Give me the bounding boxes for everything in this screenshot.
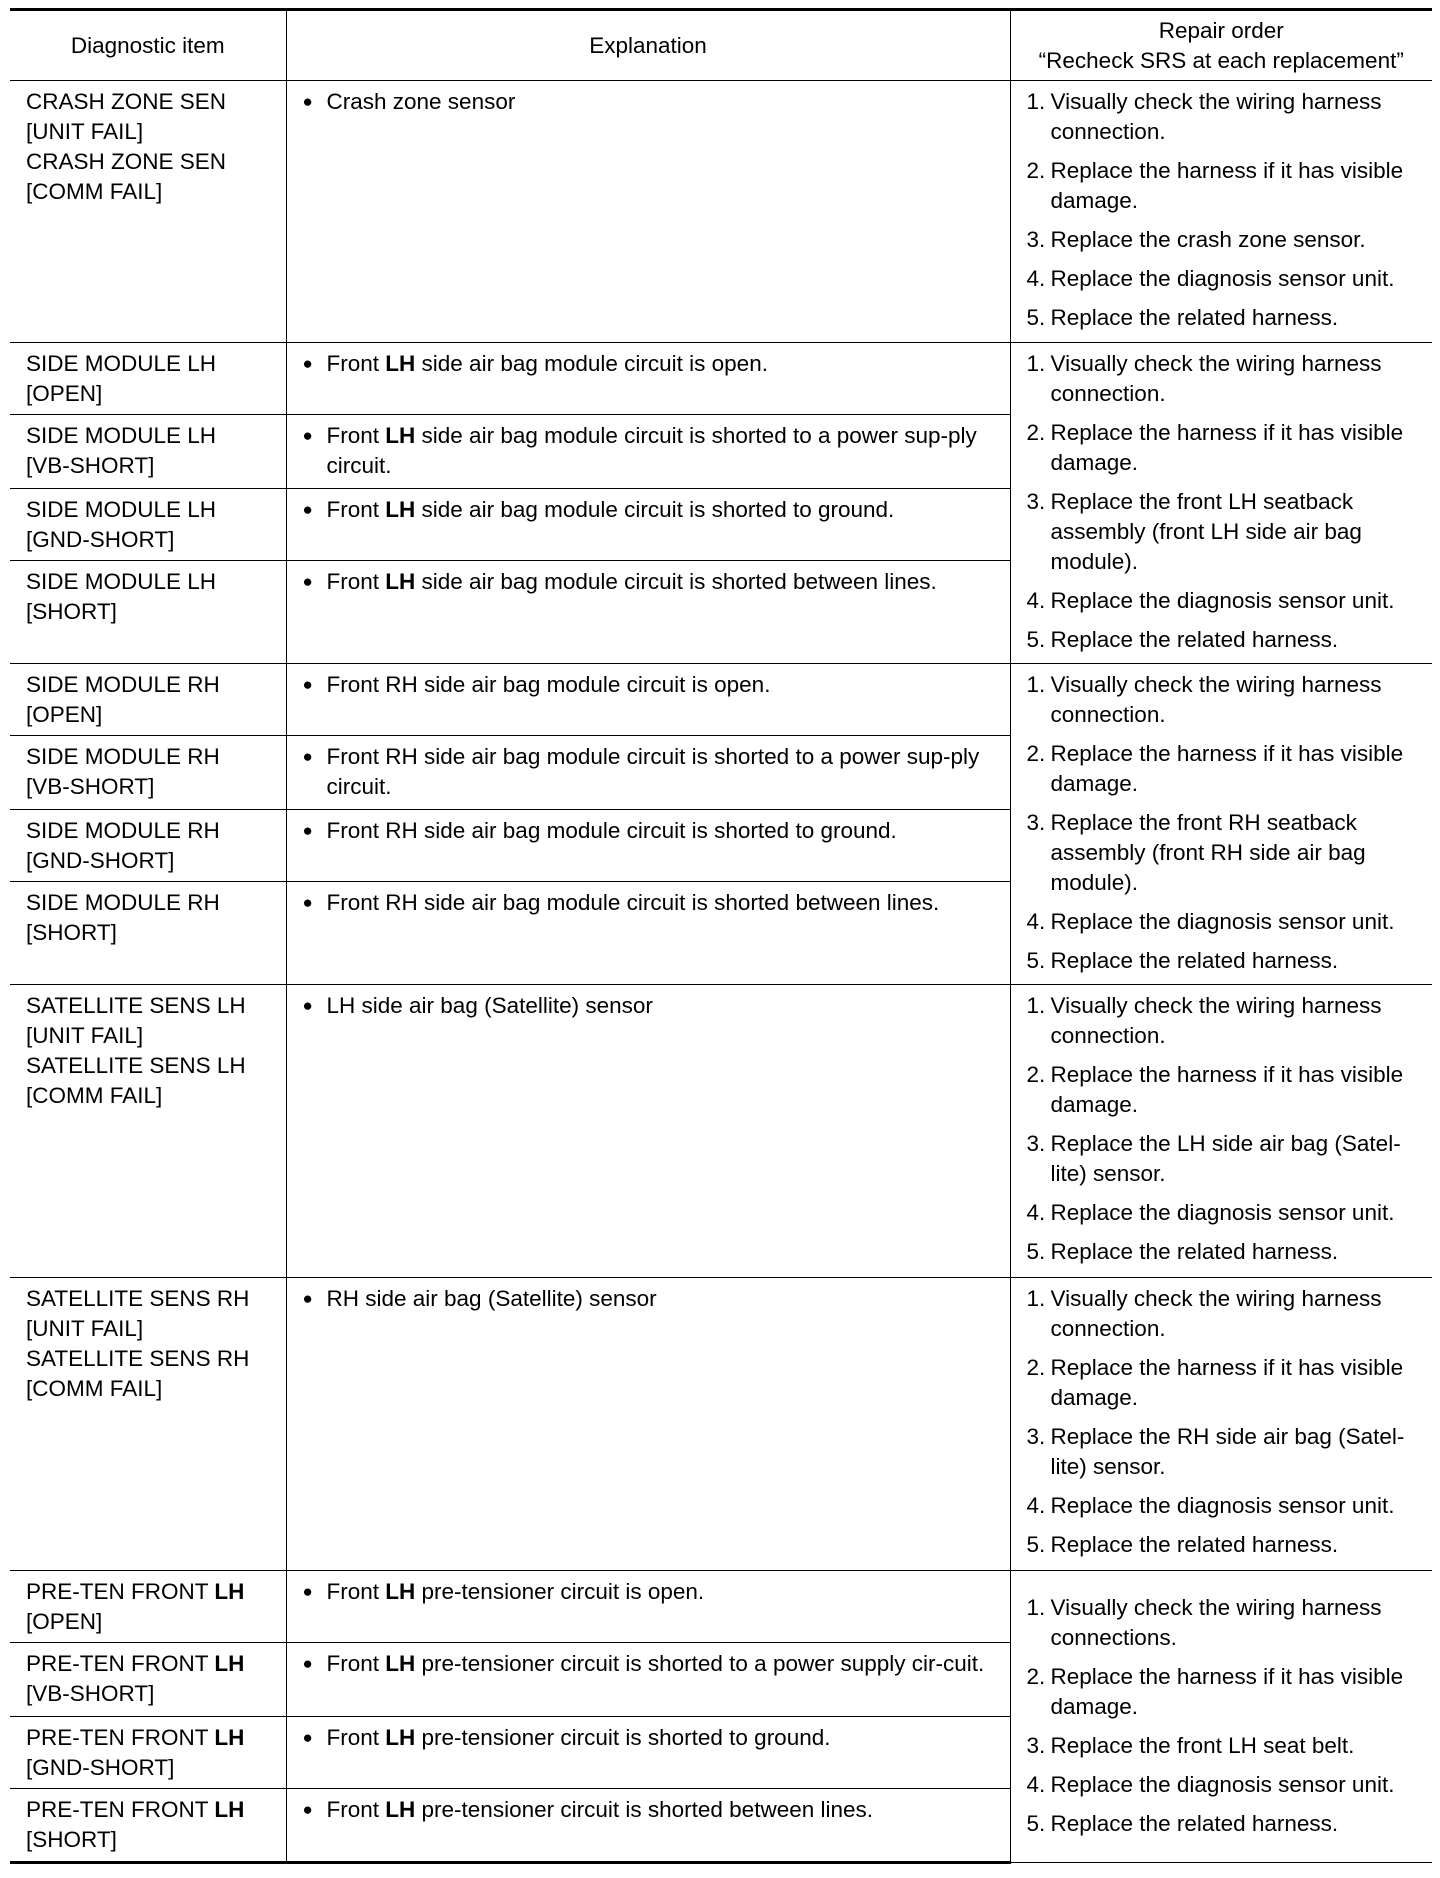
diagnostic-item-cell: SIDE MODULE LH [GND-SHORT] — [10, 489, 286, 561]
bullet-icon: ● — [302, 572, 313, 591]
repair-step: 4. Replace the diagnosis sensor unit. — [1026, 1200, 1395, 1225]
table-row — [10, 1278, 1432, 1571]
repair-step: 3. Replace the LH side air bag (Satel-lite) sensor. — [1026, 1131, 1401, 1186]
repair-order-cell — [1010, 343, 1432, 664]
bullet-icon: ● — [302, 426, 313, 445]
diagnostic-item-cell: PRE-TEN FRONT LH [SHORT] — [10, 1789, 286, 1863]
repair-step: 1. Visually check the wiring harness connection. — [1026, 89, 1382, 144]
repair-step: 5. Replace the related harness. — [1026, 1810, 1339, 1836]
bullet-icon: ● — [302, 821, 313, 840]
explanation-cell: ● RH side air bag (Satellite) sensor — [286, 1278, 1010, 1571]
bullet-icon: ● — [302, 747, 313, 766]
diagnostic-item-cell: PRE-TEN FRONT LH [VB-SHORT] — [10, 1643, 286, 1717]
bullet-icon: ● — [302, 1728, 313, 1747]
repair-step: 5. Replace the related harness. — [1026, 1239, 1339, 1264]
table-row — [10, 1571, 1432, 1643]
diagnostic-item-cell: SIDE MODULE LH [OPEN] — [10, 343, 286, 415]
repair-step: 2. Replace the harness if it has visible damage. — [1026, 420, 1404, 475]
diagnostic-item-cell: PRE-TEN FRONT LH [GND-SHORT] — [10, 1717, 286, 1789]
table-row — [10, 985, 1432, 1278]
repair-step: 2. Replace the harness if it has visible damage. — [1026, 158, 1404, 213]
repair-step: 1. Visually check the wiring harness connection. — [1026, 672, 1382, 727]
diagnostic-item-cell: SIDE MODULE RH [SHORT] — [10, 882, 286, 985]
diagnostic-item-cell: SIDE MODULE LH [SHORT] — [10, 561, 286, 664]
repair-step: 2. Replace the harness if it has visible damage. — [1026, 1355, 1404, 1410]
repair-step: 3. Replace the front RH seatback assembly (front RH side air bag module). — [1026, 810, 1366, 895]
bullet-icon: ● — [302, 500, 313, 519]
bullet-icon: ● — [302, 996, 313, 1015]
diagnostic-item-cell: SIDE MODULE RH [OPEN] — [10, 664, 286, 736]
repair-order-cell — [1010, 1571, 1432, 1863]
repair-step: 1. Visually check the wiring harness connection. — [1026, 1286, 1382, 1341]
table-row — [10, 81, 1432, 343]
repair-step: 5. Replace the related harness. — [1026, 1532, 1339, 1557]
explanation-cell: ● Front RH side air bag module circuit is open. — [286, 664, 1010, 736]
table-row — [10, 343, 1432, 415]
diagnostic-item-cell: SIDE MODULE LH [VB-SHORT] — [10, 415, 286, 489]
repair-step: 5. Replace the related harness. — [1026, 948, 1339, 973]
repair-step: 2. Replace the harness if it has visible damage. — [1026, 1663, 1404, 1719]
diagnostic-item-cell: SATELLITE SENS LH [UNIT FAIL] SATELLITE SENS LH [COMM FAIL] — [10, 985, 286, 1278]
repair-step: 4. Replace the diagnosis sensor unit. — [1026, 588, 1395, 613]
repair-step: 5. Replace the related harness. — [1026, 627, 1339, 652]
explanation-cell: ● Front LH pre-tensioner circuit is shorted to a power supply cir-cuit. — [286, 1643, 1010, 1717]
diagnostic-item-cell: PRE-TEN FRONT LH [OPEN] — [10, 1571, 286, 1643]
explanation-cell: ● Front LH side air bag module circuit is shorted between lines. — [286, 561, 1010, 664]
explanation-cell: ● Front RH side air bag module circuit is shorted to ground. — [286, 810, 1010, 882]
repair-order-cell — [1010, 1278, 1432, 1571]
diagnostic-item-cell: CRASH ZONE SEN [UNIT FAIL] CRASH ZONE SEN [COMM FAIL] — [10, 81, 286, 343]
table-row — [10, 664, 1432, 736]
repair-step: 4. Replace the diagnosis sensor unit. — [1026, 1771, 1395, 1797]
diagnostic-table — [10, 8, 1432, 1864]
explanation-cell: ● Front RH side air bag module circuit is shorted between lines. — [286, 882, 1010, 985]
repair-step: 1. Visually check the wiring harness connection. — [1026, 351, 1382, 406]
explanation-cell: ● Front LH pre-tensioner circuit is open. — [286, 1571, 1010, 1643]
bullet-icon: ● — [302, 893, 313, 912]
bullet-icon: ● — [302, 1654, 313, 1673]
repair-order-cell — [1010, 81, 1432, 343]
explanation-cell: ● LH side air bag (Satellite) sensor — [286, 985, 1010, 1278]
bullet-icon: ● — [302, 1289, 313, 1308]
repair-step: 1. Visually check the wiring harness connections. — [1026, 1594, 1382, 1650]
repair-step: 2. Replace the harness if it has visible damage. — [1026, 741, 1404, 796]
header-diagnostic-item: Diagnostic item — [10, 10, 286, 81]
bullet-icon: ● — [302, 1582, 313, 1601]
repair-step: 4. Replace the diagnosis sensor unit. — [1026, 1493, 1395, 1518]
explanation-cell: ● Front LH pre-tensioner circuit is shorted between lines. — [286, 1789, 1010, 1863]
diagnostic-item-cell: SIDE MODULE RH [VB-SHORT] — [10, 736, 286, 810]
repair-step: 3. Replace the RH side air bag (Satel-lite) sensor. — [1026, 1424, 1405, 1479]
repair-step: 3. Replace the front LH seatback assembly (front LH side air bag module). — [1026, 489, 1362, 574]
diagnostic-item-cell: SATELLITE SENS RH [UNIT FAIL] SATELLITE SENS RH [COMM FAIL] — [10, 1278, 286, 1571]
bullet-icon: ● — [302, 1800, 313, 1819]
repair-step: 3. Replace the crash zone sensor. — [1026, 227, 1366, 252]
repair-step: 5. Replace the related harness. — [1026, 305, 1339, 330]
repair-step: 2. Replace the harness if it has visible damage. — [1026, 1062, 1404, 1117]
repair-order-cell — [1010, 985, 1432, 1278]
diagnostic-item-cell: SIDE MODULE RH [GND-SHORT] — [10, 810, 286, 882]
header-explanation: Explanation — [286, 10, 1010, 81]
explanation-cell: ● Front RH side air bag module circuit is shorted to a power sup-ply circuit. — [286, 736, 1010, 810]
explanation-cell: ● Front LH side air bag module circuit is shorted to ground. — [286, 489, 1010, 561]
repair-step: 3. Replace the front LH seat belt. — [1026, 1732, 1355, 1758]
explanation-cell: ● Front LH side air bag module circuit is shorted to a power sup-ply circuit. — [286, 415, 1010, 489]
bullet-icon: ● — [302, 92, 313, 111]
bullet-icon: ● — [302, 354, 313, 373]
explanation-cell: ● Front LH pre-tensioner circuit is shorted to ground. — [286, 1717, 1010, 1789]
repair-step: 4. Replace the diagnosis sensor unit. — [1026, 909, 1395, 934]
explanation-cell: ● Crash zone sensor — [286, 81, 1010, 343]
repair-step: 1. Visually check the wiring harness connection. — [1026, 993, 1382, 1048]
explanation-cell: ● Front LH side air bag module circuit is open. — [286, 343, 1010, 415]
repair-step: 4. Replace the diagnosis sensor unit. — [1026, 266, 1395, 291]
header-row — [10, 10, 1432, 81]
bullet-icon: ● — [302, 675, 313, 694]
header-repair-order: Repair order “Recheck SRS at each replacement” — [1010, 10, 1432, 81]
repair-order-cell — [1010, 664, 1432, 985]
